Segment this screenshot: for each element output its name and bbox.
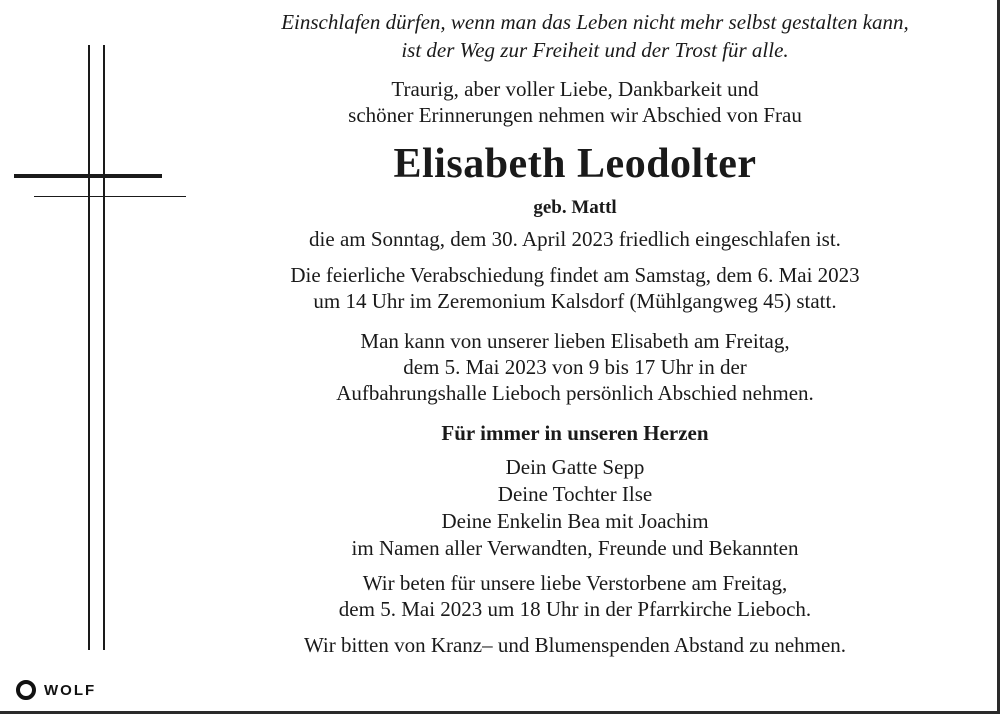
motto-line: ist der Weg zur Freiheit und der Trost für alle. <box>401 38 789 62</box>
viewing-line: Man kann von unserer lieben Elisabeth am Freitag, <box>360 329 790 353</box>
mass-line: Wir beten für unsere liebe Verstorbene am Freitag, <box>362 571 788 595</box>
cross-horizontal-bar <box>14 174 162 178</box>
farewell-line: um 14 Uhr im Zeremonium Kalsdorf (Mühlgangweg 45) statt. <box>313 289 837 313</box>
notice-text <box>190 8 960 658</box>
mourner: im Namen aller Verwandten, Freunde und Bekannten <box>351 536 799 560</box>
motto-line: Einschlafen dürfen, wenn man das Leben nicht mehr selbst gestalten kann, <box>281 10 909 34</box>
ring-icon <box>16 680 36 700</box>
mourner: Deine Tochter Ilse <box>497 482 653 506</box>
cross-vertical-bar-thin <box>103 45 105 650</box>
cross-vertical-bar <box>88 45 90 650</box>
viewing-info <box>190 328 960 406</box>
death-date-line: die am Sonntag, dem 30. April 2023 friedlich eingeschlafen ist. <box>309 227 841 251</box>
heart-line: Für immer in unseren Herzen <box>441 421 709 445</box>
mass-line: dem 5. Mai 2023 um 18 Uhr in der Pfarrkirche Lieboch. <box>338 597 812 621</box>
mourner: Deine Enkelin Bea mit Joachim <box>441 509 709 533</box>
cross-horizontal-bar-thin <box>34 196 186 197</box>
mass-info <box>190 570 960 622</box>
mourners-list <box>190 454 960 562</box>
flower-request: Wir bitten von Kranz– und Blumenspenden Abstand zu nehmen. <box>303 633 847 657</box>
viewing-line: Aufbahrungshalle Lieboch persönlich Abschied nehmen. <box>336 381 814 405</box>
motto <box>190 8 960 64</box>
intro-line: schöner Erinnerungen nehmen wir Abschied von Frau <box>348 103 802 127</box>
farewell-line: Die feierliche Verabschiedung findet am Samstag, dem 6. Mai 2023 <box>290 263 860 287</box>
wolf-logo <box>16 680 96 700</box>
mourner: Dein Gatte Sepp <box>505 455 645 479</box>
intro-text <box>190 76 960 128</box>
maiden-name: geb. Mattl <box>533 197 617 218</box>
intro-line: Traurig, aber voller Liebe, Dankbarkeit und <box>391 77 759 101</box>
deceased-name: Elisabeth Leodolter <box>393 141 757 187</box>
viewing-line: dem 5. Mai 2023 von 9 bis 17 Uhr in der <box>403 355 747 379</box>
logo-text: WOLF <box>44 681 97 699</box>
farewell-ceremony <box>190 262 960 314</box>
